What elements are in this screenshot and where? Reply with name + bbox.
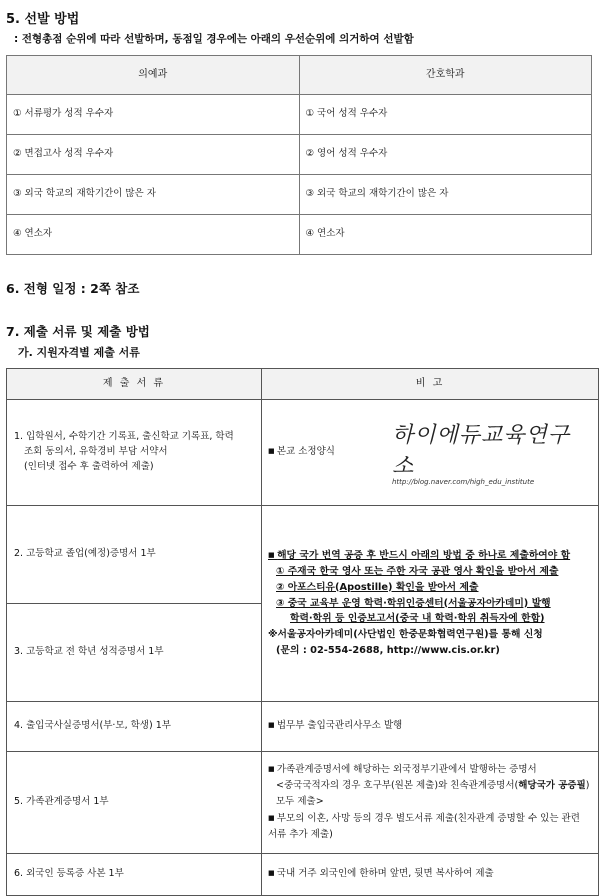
header-medicine: 의예과 — [7, 56, 300, 95]
priority-cell: ④ 연소자 — [7, 215, 300, 255]
priority-cell: ① 국어 성적 우수자 — [299, 95, 592, 135]
watermark-url: http://blog.naver.com/high_edu_institute — [392, 478, 535, 486]
header-nursing: 간호학과 — [299, 56, 592, 95]
remark-text: ■ 본교 소정양식 — [268, 446, 335, 457]
document-cell: 4. 출입국사실증명서(부·모, 학생) 1부 — [7, 702, 262, 752]
remark-cell: ■ 법무부 출입국관리사무소 발행 — [262, 702, 599, 752]
document-cell: 1. 입학원서, 수학기간 기록표, 출신학교 기록표, 학력 조회 동의서, 유학경비 부담 서약서 (인터넷 접수 후 출력하여 제출) — [7, 400, 262, 506]
watermark-name: 하이에듀교육연구소 — [392, 423, 571, 479]
apostille-notice: ■ 해당 국가 번역 공증 후 반드시 아래의 방법 중 하나로 제출하여야 함 ① 주재국 한국 영사 또는 주한 자국 공관 영사 확인을 받아서 제출 ② 아포스티유(Apostille) 확인을 받아서 제출 ③ 중국 교육부 운영 학력·학위인증센터(서울공자아카데미) 발행 학력·학위 등 인증보고서(중국 내 학력·학위 취득자에 한함) ※서울공자아카데미(사단법인 한중문화협력연구원)를 통해 신청 (문의 : 02-554-2688, http://www.cis.or.kr) — [262, 506, 599, 702]
document-cell: 6. 외국인 등록증 사본 1부 — [7, 854, 262, 896]
section6-title: 6. 전형 일정 : 2쪽 참조 — [6, 281, 140, 296]
header-documents: 제 출 서 류 — [7, 369, 262, 400]
priority-cell: ① 서류평가 성적 우수자 — [7, 95, 300, 135]
section5-subtitle: : 전형총점 순위에 따라 선발하며, 동점일 경우에는 아래의 우선순위에 의거하여 선발함 — [14, 33, 414, 45]
document-cell: 3. 고등학교 전 학년 성적증명서 1부 — [7, 604, 262, 702]
priority-table — [6, 55, 592, 255]
priority-cell: ④ 연소자 — [299, 215, 592, 255]
watermark-logo — [392, 418, 592, 486]
priority-cell: ② 영어 성적 우수자 — [299, 135, 592, 175]
priority-cell: ② 면접고사 성적 우수자 — [7, 135, 300, 175]
remark-cell: ■ 가족관계증명서에 해당하는 외국정부기관에서 발행하는 증명서 <중국국적자의 경우 호구부(원본 제출)와 친속관계증명서(해당국가 공증필) 모두 제출> ■ 부모의 이혼, 사망 등의 경우 별도서류 제출(친자관계 증명할 수 있는 관련 서류 추가 제출) — [262, 752, 599, 854]
document-cell: 2. 고등학교 졸업(예정)증명서 1부 — [7, 506, 262, 604]
priority-cell: ③ 외국 학교의 재학기간이 많은 자 — [7, 175, 300, 215]
priority-cell: ③ 외국 학교의 재학기간이 많은 자 — [299, 175, 592, 215]
header-remarks: 비 고 — [262, 369, 599, 400]
section7-subtitle: 가. 지원자격별 제출 서류 — [18, 346, 140, 359]
remark-cell: ■ 국내 거주 외국인에 한하며 앞면, 뒷면 복사하여 제출 — [262, 854, 599, 896]
section5-title: 5. 선발 방법 — [6, 12, 80, 27]
section7-title: 7. 제출 서류 및 제출 방법 — [6, 324, 150, 339]
document-cell: 5. 가족관계증명서 1부 — [7, 752, 262, 854]
